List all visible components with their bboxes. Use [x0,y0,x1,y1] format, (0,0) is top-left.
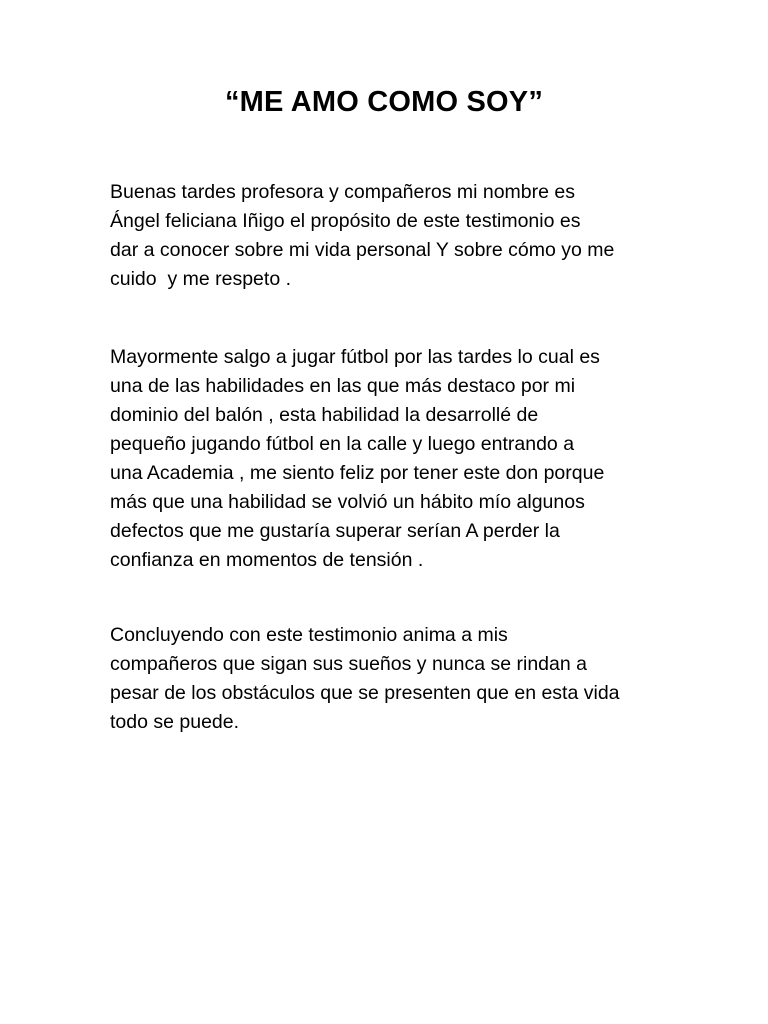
paragraph-line: dar a conocer sobre mi vida personal Y sobre cómo yo me [110,239,615,261]
paragraph-conclusion [110,621,670,737]
paragraph-line: Ángel feliciana Iñigo el propósito de este testimonio es [110,210,581,232]
paragraph-body [110,343,670,575]
paragraph-line: cuido y me respeto . [110,268,292,290]
paragraph-line: confianza en momentos de tensión . [110,549,424,571]
paragraph-line: más que una habilidad se volvió un hábito mío algunos [110,491,585,513]
paragraph-line: todo se puede. [110,711,240,733]
paragraph-introduction [110,178,670,294]
paragraph-line: dominio del balón , esta habilidad la desarrollé de [110,404,539,426]
paragraph-line: Concluyendo con este testimonio anima a mis [110,624,508,646]
paragraph-line: compañeros que sigan sus sueños y nunca se rindan a [110,653,587,675]
paragraph-line: una Academia , me siento feliz por tener este don porque [110,462,605,484]
paragraph-line: Mayormente salgo a jugar fútbol por las tardes lo cual es [110,346,600,368]
paragraph-line: pequeño jugando fútbol en la calle y luego entrando a [110,433,575,455]
paragraph-line: Buenas tardes profesora y compañeros mi nombre es [110,181,575,203]
paragraph-line: una de las habilidades en las que más destaco por mi [110,375,576,397]
paragraph-line: pesar de los obstáculos que se presenten que en esta vida [110,682,620,704]
paragraph-line: defectos que me gustaría superar serían A perder la [110,520,560,542]
document-title: “ME AMO COMO SOY” [224,86,544,118]
